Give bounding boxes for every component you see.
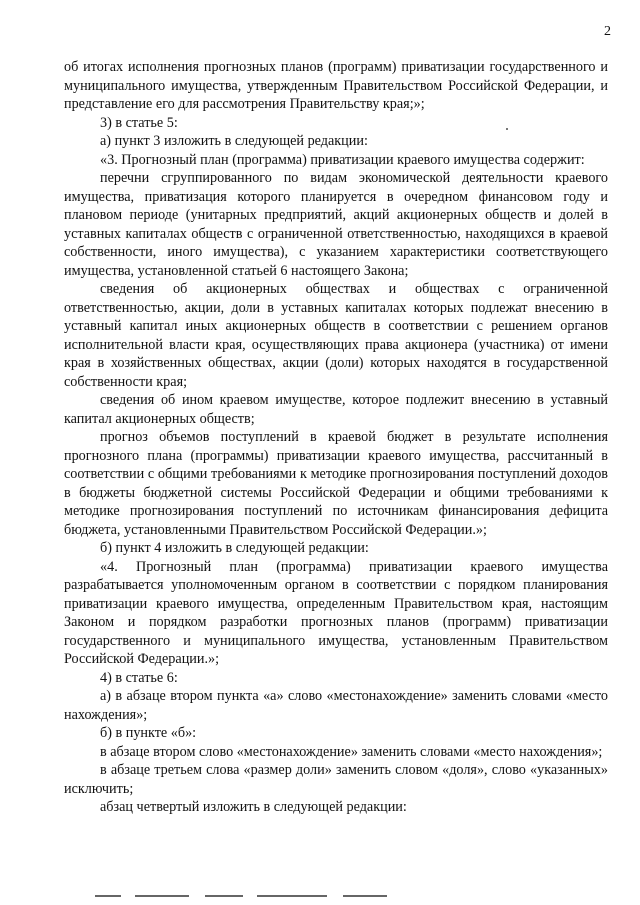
paragraph: прогноз объемов поступлений в краевой бюджет в результате исполнения прогнозного плана (программы) приватизации краевого имущества, рассчитанный в соответствии с общими требованиями к методике прогнозирования поступлений доходов в бюджеты бюджетной системы Российской Федерации и общими требованиями к методике прогнозирования поступлений по источникам финансирования дефицита бюджета, установленными Правительством Российской Федерации.»; (64, 429, 608, 538)
paragraph: об итогах исполнения прогнозных планов (программ) приватизации государственного и муниципального имущества, утвержденным Правительством Российской Федерации, и представление его для рассмотрения Правительству края;»; (64, 59, 608, 112)
paragraph: а) пункт 3 изложить в следующей редакции: (100, 133, 368, 149)
paragraph: 4) в статье 6: (100, 669, 178, 686)
paragraph: перечни сгруппированного по видам экономической деятельности краевого имущества, приватизация которого планируется в очередном финансовом году и плановом периоде (унитарных предприятий, акций акционерных обществ и долей в уставных капиталах обществ с ограниченной ответственностью, находящихся в краевой собственности, иного имущества), с указанием характеристики соответствующего имущества, установленной статьей 6 настоящего Закона; (64, 170, 608, 279)
paragraph: а) в абзаце втором пункта «а» слово «местонахождение» заменить словами «место нахождения»; (64, 688, 608, 723)
paragraph: 3) в статье 5: (100, 114, 178, 131)
paragraph: в абзаце третьем слова «размер доли» заменить словом «доля», слово «указанных» исключить; (64, 762, 608, 797)
paragraph: абзац четвертый изложить в следующей редакции: (100, 799, 407, 815)
paragraph: сведения об ином краевом имуществе, которое подлежит внесению в уставный капитал акционерных обществ; (64, 392, 608, 427)
paragraph: б) в пункте «б»: (100, 725, 197, 741)
paragraph: «4. Прогнозный план (программа) приватизации краевого имущества разрабатывается уполномоченным органом в соответствии с порядком планирования приватизации краевого имущества, определенным Правительством края, настоящим Законом и порядком разработки прогнозных планов (программ) приватизации государственного и муниципального имущества, установленным Правительством Российской Федерации.»; (64, 558, 608, 667)
paragraph: в абзаце втором слово «местонахождение» заменить словами «место нахождения»; (100, 743, 603, 760)
next-page-text-edge (95, 895, 425, 898)
page-number: 2 (604, 24, 611, 39)
document-body (64, 58, 608, 817)
paragraph: сведения об акционерных обществах и обществах с ограниченной ответственностью, акции, доли в уставных капиталах которых подлежат внесению в уставный капитал иных акционерных обществ в соответствии с решением органов исполнительной власти края, осуществляющих права акционера (участника) от имени края в хозяйственных обществах, акции (доли) которых находятся в государственной собственности края; (64, 281, 608, 390)
paragraph: «3. Прогнозный план (программа) приватизации краевого имущества содержит: (100, 151, 585, 168)
paragraph: б) пункт 4 изложить в следующей редакции: (100, 540, 369, 556)
